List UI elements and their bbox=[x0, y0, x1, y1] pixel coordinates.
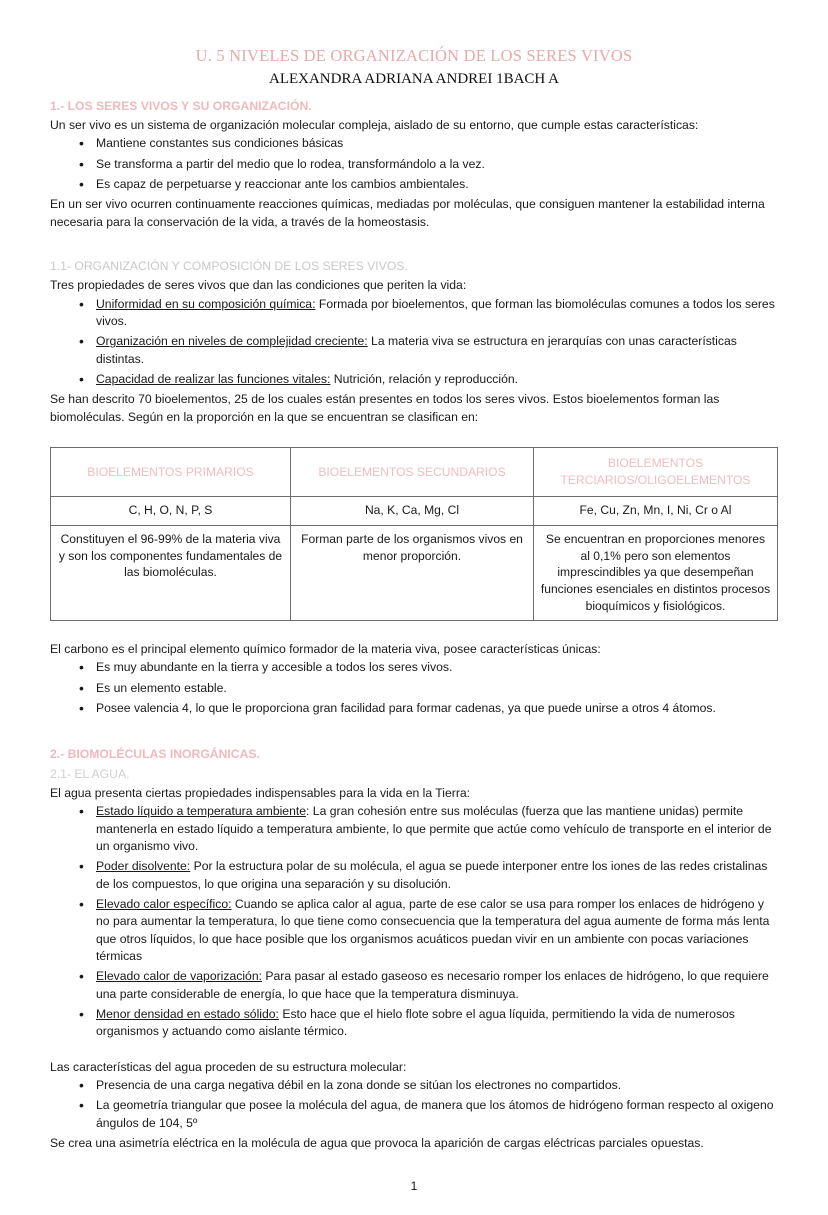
table-row bbox=[51, 496, 778, 525]
structure-bullet-list bbox=[50, 1077, 778, 1132]
table-cell: Constituyen el 96-99% de la materia viva y son los componentes fundamentales de las biomoléculas. bbox=[51, 525, 291, 620]
list-item-text: Presencia de una carga negativa débil en la zona donde se sitúan los electrones no compartidos. bbox=[96, 1077, 622, 1092]
list-item-text: Mantiene constantes sus condiciones básicas bbox=[96, 136, 344, 151]
list-item bbox=[96, 659, 778, 676]
list-item-text: Por la estructura polar de su molécula, el agua se puede interponer entre los iones de las redes cristalinas de los compuestos, lo que origina una separación y su disolución. bbox=[96, 859, 768, 891]
list-item-term: Menor densidad en estado sólido: bbox=[96, 1006, 279, 1021]
list-item bbox=[96, 1006, 778, 1041]
list-item bbox=[96, 896, 778, 965]
section1-bullet-list bbox=[50, 135, 778, 193]
list-item-text: Para pasar al estado gaseoso es necesario romper los enlaces de hidrógeno, lo que requiere una parte considerable de energía, lo que hace que la temperatura disminuya. bbox=[96, 969, 769, 1001]
section-heading-2-1: 2.1- EL AGUA. bbox=[50, 766, 130, 781]
table-row bbox=[51, 525, 778, 620]
section1-1-closing: Se han descrito 70 bioelementos, 25 de los cuales están presentes en todos los seres vivos. Estos bioelementos forman las biomoléculas. Según en la proporción en la que se encuentran se clasifican en: bbox=[50, 392, 720, 424]
section-heading-2: 2.- BIOMOLÉCULAS INORGÁNICAS. bbox=[50, 747, 260, 762]
table-header-cell: BIOELEMENTOS SECUNDARIOS bbox=[291, 447, 534, 496]
structure-closing: Se crea una asimetría eléctrica en la molécula de agua que provoca la aparición de cargas eléctricas parciales opuestas. bbox=[50, 1135, 704, 1150]
table-cell: Na, K, Ca, Mg, Cl bbox=[291, 496, 534, 525]
list-item-term: Poder disolvente: bbox=[96, 859, 191, 874]
list-item-text: Es muy abundante en la tierra y accesible a todos los seres vivos. bbox=[96, 660, 453, 675]
table-row-header bbox=[51, 447, 778, 496]
list-item-text: La materia viva se estructura en jerarquías con unas características distintas. bbox=[96, 334, 737, 366]
list-item-term: Estado líquido a temperatura ambiente bbox=[96, 804, 307, 819]
carbon-intro: El carbono es el principal elemento químico formador de la materia viva, posee características únicas: bbox=[50, 641, 601, 656]
table-cell: Se encuentran en proporciones menores al 0,1% pero son elementos imprescindibles ya que desempeñan funciones esenciales en distintos procesos bioquímicos y fisiológicos. bbox=[534, 525, 778, 620]
list-item-text: : La gran cohesión entre sus moléculas (fuerza que las mantiene unidas) permite mantenerla en estado líquido a temperatura ambiente, lo que permite que actúe como vehículo de transporte en el interior de un organismo vivo. bbox=[96, 804, 772, 853]
list-item bbox=[96, 156, 778, 173]
table-header-cell: BIOELEMENTOS TERCIARIOS/OLIGOELEMENTOS bbox=[534, 447, 778, 496]
list-item bbox=[96, 1097, 778, 1132]
section1-closing: En un ser vivo ocurren continuamente reacciones químicas, mediadas por moléculas, que consiguen mantener la estabilidad interna necesaria para la conservación de la vida, a través de la homeostasis. bbox=[50, 197, 765, 229]
section1-1-intro: Tres propiedades de seres vivos que dan las condiciones que periten la vida: bbox=[50, 278, 467, 293]
list-item-term: Elevado calor específico: bbox=[96, 896, 232, 911]
list-item-text: Posee valencia 4, lo que le proporciona gran facilidad para formar cadenas, ya que puede unirse a otros 4 átomos. bbox=[96, 700, 716, 715]
list-item-text: Es un elemento estable. bbox=[96, 680, 227, 695]
list-item-text: Es capaz de perpetuarse y reaccionar ante los cambios ambientales. bbox=[96, 177, 469, 192]
list-item-text: Nutrición, relación y reproducción. bbox=[330, 371, 519, 386]
list-item-term: Uniformidad en su composición química: bbox=[96, 296, 316, 311]
list-item bbox=[96, 333, 778, 368]
list-item bbox=[96, 1077, 778, 1094]
table-cell: Fe, Cu, Zn, Mn, I, Ni, Cr o Al bbox=[534, 496, 778, 525]
list-item bbox=[96, 135, 778, 152]
list-item-text: Se transforma a partir del medio que lo rodea, transformándolo a la vez. bbox=[96, 156, 485, 171]
list-item bbox=[96, 700, 778, 717]
carbon-bullet-list bbox=[50, 659, 778, 717]
list-item bbox=[96, 680, 778, 697]
section-heading-1: 1.- LOS SERES VIVOS Y SU ORGANIZACIÓN. bbox=[50, 98, 312, 113]
bioelements-table bbox=[50, 447, 778, 621]
structure-intro: Las características del agua proceden de su estructura molecular: bbox=[50, 1059, 407, 1074]
list-item-text: La geometría triangular que posee la molécula del agua, de manera que los átomos de hidrógeno forman respecto al oxigeno ángulos de 104, 5º bbox=[96, 1098, 774, 1130]
document-author: ALEXANDRA ADRIANA ANDREI 1BACH A bbox=[268, 71, 560, 88]
list-item bbox=[96, 296, 778, 331]
list-item bbox=[96, 371, 778, 388]
section2-intro: El agua presenta ciertas propiedades indispensables para la vida en la Tierra: bbox=[50, 785, 471, 800]
list-item-term: Capacidad de realizar las funciones vitales: bbox=[96, 371, 331, 386]
section-heading-1-1: 1.1- ORGANIZACIÓN Y COMPOSICIÓN DE LOS SERES VIVOS. bbox=[50, 259, 408, 274]
section1-1-bullet-list bbox=[50, 296, 778, 389]
list-item bbox=[96, 968, 778, 1003]
table-cell: C, H, O, N, P, S bbox=[51, 496, 291, 525]
page-number: 1 bbox=[410, 1179, 418, 1194]
list-item-term: Organización en niveles de complejidad creciente: bbox=[96, 334, 368, 349]
section1-intro: Un ser vivo es un sistema de organización molecular compleja, aislado de su entorno, que cumple estas características: bbox=[50, 118, 699, 133]
page-title: U. 5 NIVELES DE ORGANIZACIÓN DE LOS SERES VIVOS bbox=[195, 46, 633, 65]
section2-bullet-list bbox=[50, 803, 778, 1040]
table-header-cell: BIOELEMENTOS PRIMARIOS bbox=[51, 447, 291, 496]
list-item-term: Elevado calor de vaporización: bbox=[96, 969, 262, 984]
list-item bbox=[96, 803, 778, 855]
list-item-text: Formada por bioelementos, que forman las biomoléculas comunes a todos los seres vivos. bbox=[96, 296, 775, 328]
list-item bbox=[96, 858, 778, 893]
list-item-text: Cuando se aplica calor al agua, parte de ese calor se usa para romper los enlaces de hidrógeno y no para aumentar la temperatura, lo que tiene como consecuencia que la temperatura del agua aumente de forma más lenta que otros líquidos, lo que hace posible que los organismos acuáticos puedan vivir en un ambiente con pocas variaciones térmicas bbox=[96, 896, 770, 963]
list-item bbox=[96, 176, 778, 193]
table-cell: Forman parte de los organismos vivos en menor proporción. bbox=[291, 525, 534, 620]
list-item-text: Esto hace que el hielo flote sobre el agua líquida, permitiendo la vida de numerosos organismos y actuando como aislante térmico. bbox=[96, 1006, 735, 1039]
